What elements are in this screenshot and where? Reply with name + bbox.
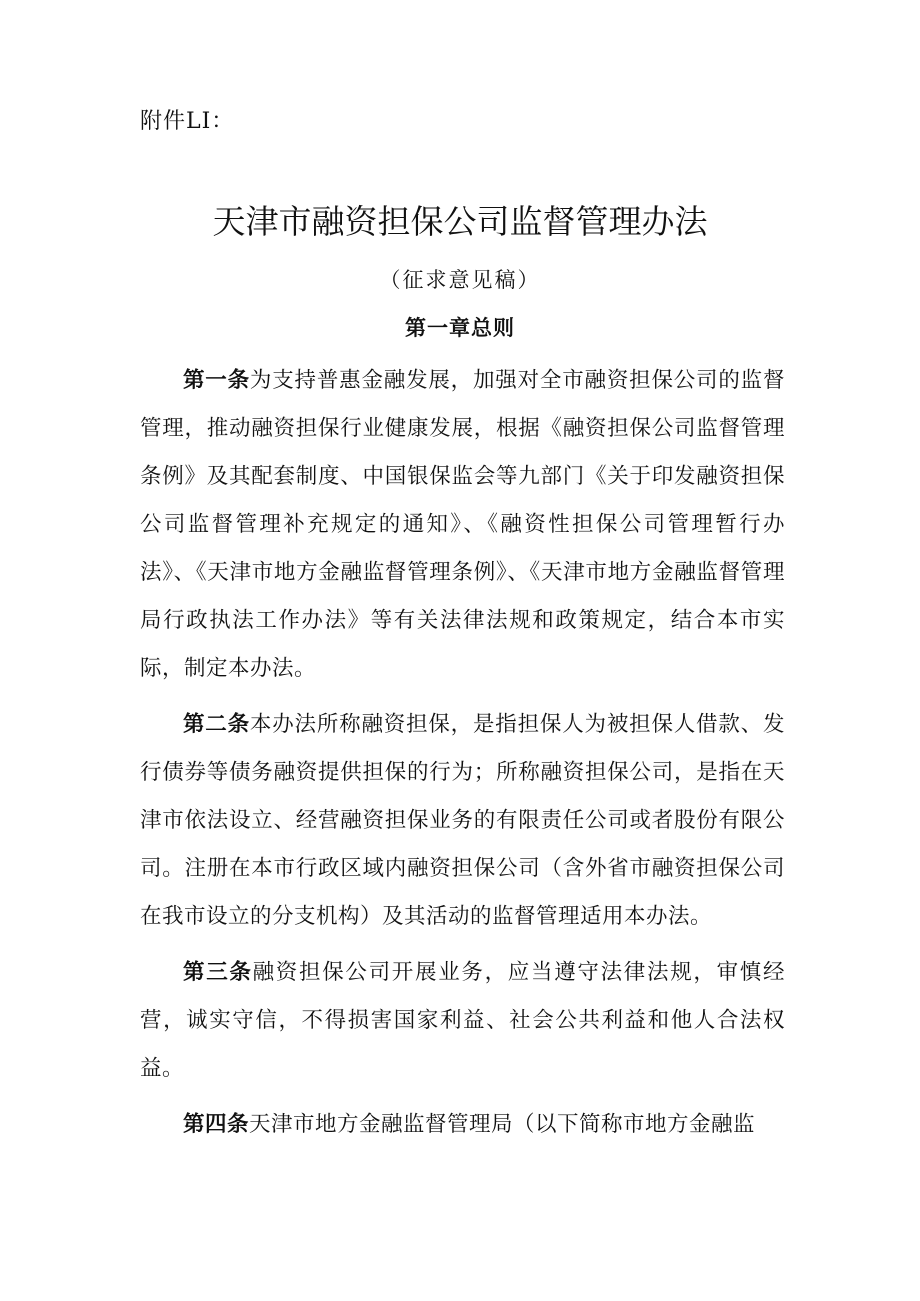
article-3 (140, 949, 785, 1093)
article-4 (140, 1101, 785, 1149)
article-heading: 第一条 (183, 368, 250, 393)
article-1 (140, 357, 785, 693)
article-heading: 第三条 (183, 960, 253, 985)
chapter-heading: 第一章总则 (405, 316, 515, 340)
article-body: 融资担保公司开展业务，应当遵守法律法规，审慎经营，诚实守信，不得损害国家利益、社会公共利益和他人合法权益。 (140, 960, 785, 1081)
article-list (140, 357, 785, 1157)
article-heading: 第四条 (183, 1112, 250, 1137)
document-subtitle: （征求意见稿） (379, 268, 541, 292)
article-body: 本办法所称融资担保，是指担保人为被担保人借款、发行债券等债务融资提供担保的行为；所称融资担保公司，是指在天津市依法设立、经营融资担保业务的有限责任公司或者股份有限公司。注册在本市行政区域内融资担保公司（含外省市融资担保公司在我市设立的分支机构）及其活动的监督管理适用本办法。 (140, 712, 785, 929)
article-2 (140, 701, 785, 941)
article-body: 天津市地方金融监督管理局（以下简称市地方金融监 (249, 1112, 756, 1137)
article-body: 为支持普惠金融发展，加强对全市融资担保公司的监督管理，推动融资担保行业健康发展，根据《融资担保公司监督管理条例》及其配套制度、中国银保监会等九部门《关于印发融资担保公司监督管理补充规定的通知》、《融资性担保公司管理暂行办法》、《天津市地方金融监督管理条例》、《天津市地方金融监督管理局行政执法工作办法》等有关法律法规和政策规定，结合本市实际，制定本办法。 (140, 368, 785, 681)
attachment-label: 附件LI： (140, 109, 235, 134)
document-title: 天津市融资担保公司监督管理办法 (212, 202, 708, 241)
article-heading: 第二条 (183, 712, 250, 737)
